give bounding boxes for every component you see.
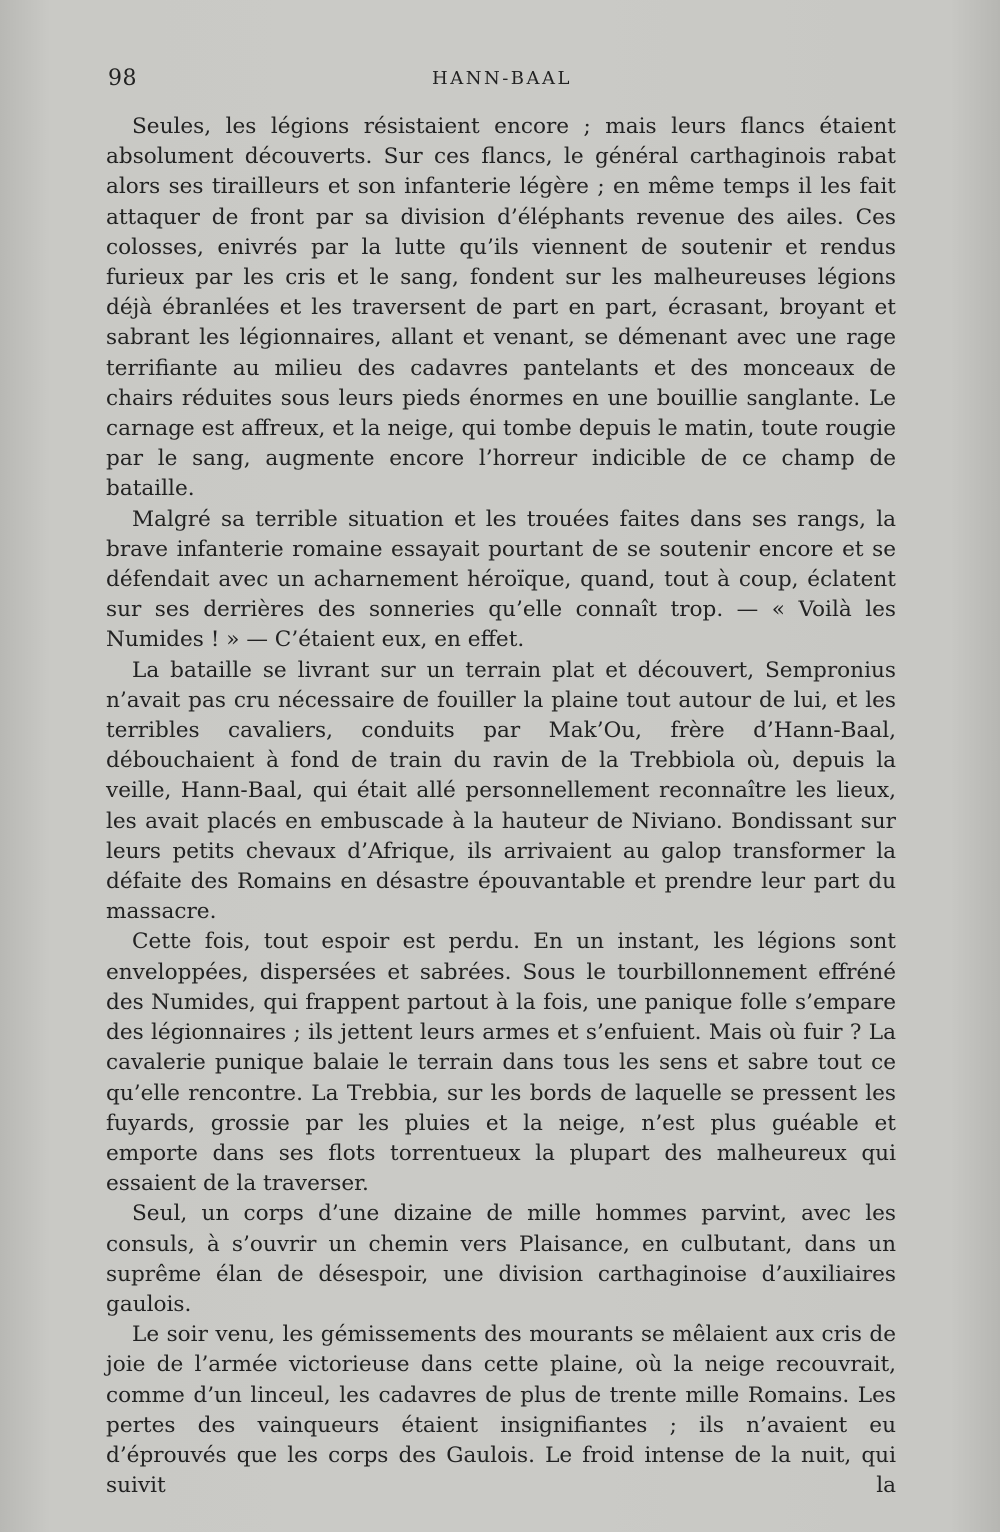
paragraph: Seul, un corps d’une dizaine de mille hommes parvint, avec les consuls, à s’ouvrir un chemin vers Plaisance, en culbutant, dans un suprême élan de désespoir, une division carthaginoise d’auxiliaires gaulois. xyxy=(106,1201,896,1317)
page-header xyxy=(108,66,896,98)
paragraph: Cette fois, tout espoir est perdu. En un instant, les légions sont enveloppées, dispersées et sabrées. Sous le tourbillonnement effréné des Numides, qui frappent partout à la fois, une panique folle s’empare des légionnaires ; ils jettent leurs armes et s’enfuient. Mais où fuir ? La cavalerie punique balaie le terrain dans tous les sens et sabre tout ce qu’elle rencontre. La Trebbia, sur les bords de laquelle se pressent les fuyards, grossie par les pluies et la neige, n’est plus guéable et emporte dans ses flots torrentueux la plupart des malheureux qui essaient de la traverser. xyxy=(106,929,896,1197)
paragraph: Seules, les légions résistaient encore ; mais leurs flancs étaient absolument découverts. Sur ces flancs, le général carthaginois rabat alors ses tirailleurs et son infanterie légère ; en même temps il les fait attaquer de front par sa division d’éléphants revenue des ailes. Ces colosses, enivrés par la lutte qu’ils viennent de soutenir et rendus furieux par les cris et le sang, fondent sur les malheureuses légions déjà ébranlées et les traversent de part en part, écrasant, broyant et sabrant les légionnaires, allant et venant, se démenant avec une rage terrifiante au milieu des cadavres pantelants et des monceaux de chairs réduites sous leurs pieds énormes en une bouillie sanglante. Le carnage est affreux, et la neige, qui tombe depuis le matin, toute rougie par le sang, augmente encore l’horreur indicible de ce champ de bataille. xyxy=(106,114,896,502)
running-title: HANN-BAAL xyxy=(432,68,572,89)
page-number: 98 xyxy=(108,66,137,91)
body-text xyxy=(106,112,896,1501)
paragraph: Malgré sa terrible situation et les trouées faites dans ses rangs, la brave infanterie romaine essayait pourtant de se soutenir encore et se défendait avec un acharnement héroïque, quand, tout à coup, éclatent sur ses derrières des sonneries qu’elle connaît trop. — « Voilà les Numides ! » — C’étaient eux, en effet. xyxy=(106,506,896,653)
paragraph: Le soir venu, les gémissements des mourants se mêlaient aux cris de joie de l’armée victorieuse dans cette plaine, où la neige recouvrait, comme d’un linceul, les cadavres de plus de trente mille Romains. Les pertes des vainqueurs étaient insignifiantes ; ils n’avaient eu d’éprouvés que les corps des Gaulois. Le froid intense de la nuit, qui suivit la xyxy=(106,1322,896,1499)
paragraph: La bataille se livrant sur un terrain plat et découvert, Sempronius n’avait pas cru nécessaire de fouiller la plaine tout autour de lui, et les terribles cavaliers, conduits par Mak’Ou, frère d’Hann-Baal, débouchaient à fond de train du ravin de la Trebbiola où, depuis la veille, Hann-Baal, qui était allé personnellement reconnaître les lieux, les avait placés en embuscade à la hauteur de Niviano. Bondissant sur leurs petits chevaux d’Afrique, ils arrivaient au galop transformer la défaite des Romains en désastre épouvantable et prendre leur part du massacre. xyxy=(106,657,896,925)
